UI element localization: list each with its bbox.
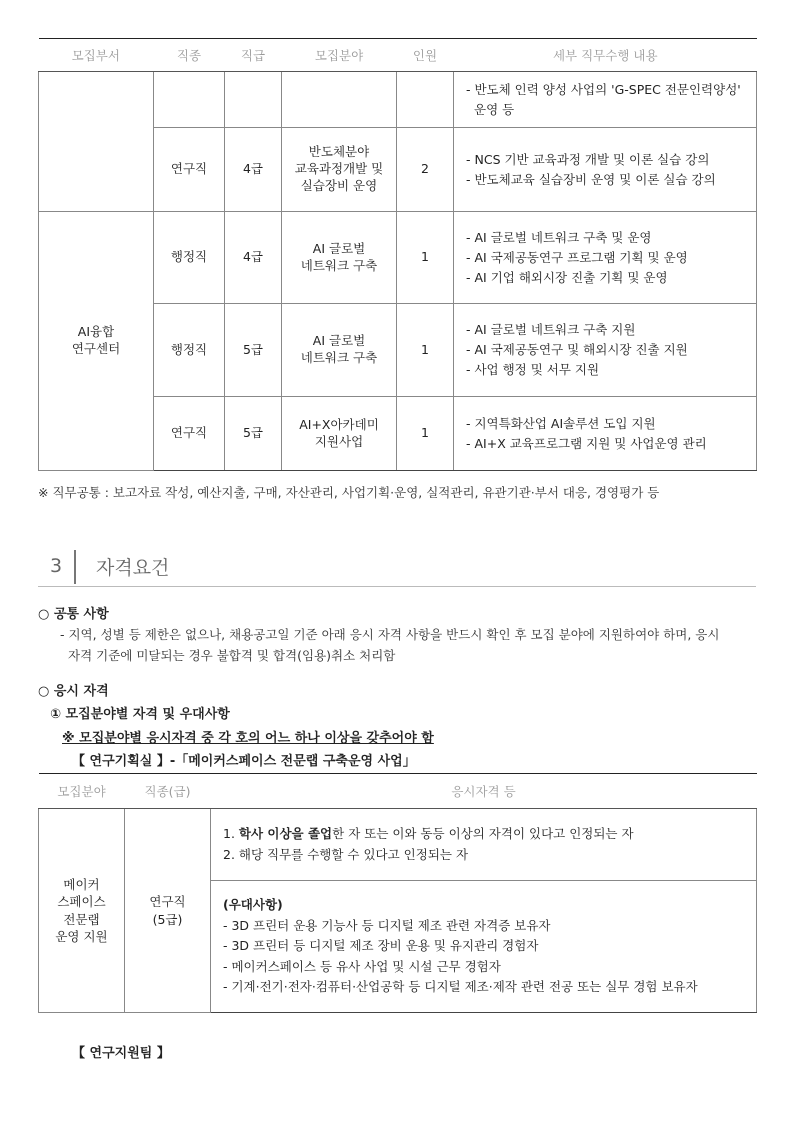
qualification-notice: ※ 모집분야별 응시자격 중 각 호의 어느 하나 이상을 갖추어야 함 [62, 731, 434, 746]
header-field: 모집분야 [39, 774, 125, 809]
type-cell: 연구직 [154, 128, 225, 212]
type-cell [154, 72, 225, 128]
count-cell: 1 [397, 304, 454, 397]
grade-cell [225, 72, 282, 128]
header-count: 인원 [397, 39, 454, 72]
table-header-row [39, 774, 757, 809]
type-cell: 연구직 (5급) [125, 809, 211, 1013]
section-number: 3 [50, 555, 63, 577]
section-title: 자격요건 [96, 557, 170, 579]
section-underline [38, 586, 756, 587]
table-row [39, 72, 757, 128]
field-cell: AI 글로벌 네트워크 구축 [282, 304, 397, 397]
grade-cell: 5급 [225, 304, 282, 397]
preferences-cell: (우대사항) - 3D 프린터 운용 기능사 등 디지털 제조 관련 자격증 보유자 - 3D 프린터 등 디지털 제조 장비 운용 및 유지관리 경험자 - 메이커스페이스 등 유사 사업 및 시설 근무 경험자 - 기계·전기·전자·컴퓨터·산업공학 등 디지털 제조·제작 관련 전공 또는 실무 경험 보유자 [211, 881, 757, 1013]
grade-cell: 4급 [225, 128, 282, 212]
common-duties-note: ※ 직무공통 : 보고자료 작성, 예산지출, 구매, 자산관리, 사업기획·운영, 실적관리, 유관기관·부서 대응, 경영평가 등 [38, 485, 660, 500]
header-field: 모집분야 [282, 39, 397, 72]
qualification-subheading: ① 모집분야별 자격 및 우대사항 [50, 707, 230, 722]
lab-label: 【 연구기획실 】-「메이커스페이스 전문랩 구축운영 사업」 [72, 754, 416, 769]
header-type: 직종 [154, 39, 225, 72]
qualification-heading: ○ 응시 자격 [38, 684, 109, 699]
header-type: 직종(급) [125, 774, 211, 809]
common-text: - 지역, 성별 등 제한은 없으나, 채용공고일 기준 아래 응시 자격 사항을 반드시 확인 후 모집 분야에 지원하여야 하며, 응시 자격 기준에 미달되는 경우 불합격 및 합격(임용)취소 처리함 [60, 627, 720, 663]
duties-cell: - 지역특화산업 AI솔루션 도입 지원 - AI+X 교육프로그램 지원 및 사업운영 관리 [454, 397, 757, 471]
table-header-row [39, 39, 757, 72]
header-requirements: 응시자격 등 [211, 774, 757, 809]
table-row [39, 809, 757, 881]
header-duties: 세부 직무수행 내용 [454, 39, 757, 72]
count-cell: 1 [397, 397, 454, 471]
type-cell: 연구직 [154, 397, 225, 471]
count-cell: 1 [397, 212, 454, 304]
duties-cell: - AI 글로벌 네트워크 구축 및 운영 - AI 국제공동연구 프로그램 기획 및 운영 - AI 기업 해외시장 진출 기획 및 운영 [454, 212, 757, 304]
header-grade: 직급 [225, 39, 282, 72]
field-cell: 메이커 스페이스 전문랩 운영 지원 [39, 809, 125, 1013]
field-cell: AI 글로벌 네트워크 구축 [282, 212, 397, 304]
recruitment-table [38, 38, 757, 471]
table-row [39, 212, 757, 304]
count-cell [397, 72, 454, 128]
grade-cell: 4급 [225, 212, 282, 304]
dept-cell: AI융합 연구센터 [39, 212, 154, 471]
type-cell: 행정직 [154, 212, 225, 304]
duties-cell: - NCS 기반 교육과정 개발 및 이론 실습 강의 - 반도체교육 실습장비 운영 및 이론 실습 강의 [454, 128, 757, 212]
section-divider [74, 550, 76, 584]
support-team-label: 【 연구지원팀 】 [72, 1046, 170, 1061]
requirements-cell: 1. 학사 이상을 졸업한 자 또는 이와 동등 이상의 자격이 있다고 인정되는 자 2. 해당 직무를 수행할 수 있다고 인정되는 자 [211, 809, 757, 881]
field-cell: AI+X아카데미 지원사업 [282, 397, 397, 471]
field-cell: 반도체분야 교육과정개발 및 실습장비 운영 [282, 128, 397, 212]
duties-cell: - 반도체 인력 양성 사업의 'G-SPEC 전문인력양성' 운영 등 [454, 72, 757, 128]
common-heading: ○ 공통 사항 [38, 607, 109, 622]
count-cell: 2 [397, 128, 454, 212]
qualification-table [38, 773, 757, 1013]
duties-cell: - AI 글로벌 네트워크 구축 지원 - AI 국제공동연구 및 해외시장 진출 지원 - 사업 행정 및 서무 지원 [454, 304, 757, 397]
dept-cell [39, 72, 154, 212]
field-cell [282, 72, 397, 128]
grade-cell: 5급 [225, 397, 282, 471]
header-dept: 모집부서 [39, 39, 154, 72]
type-cell: 행정직 [154, 304, 225, 397]
